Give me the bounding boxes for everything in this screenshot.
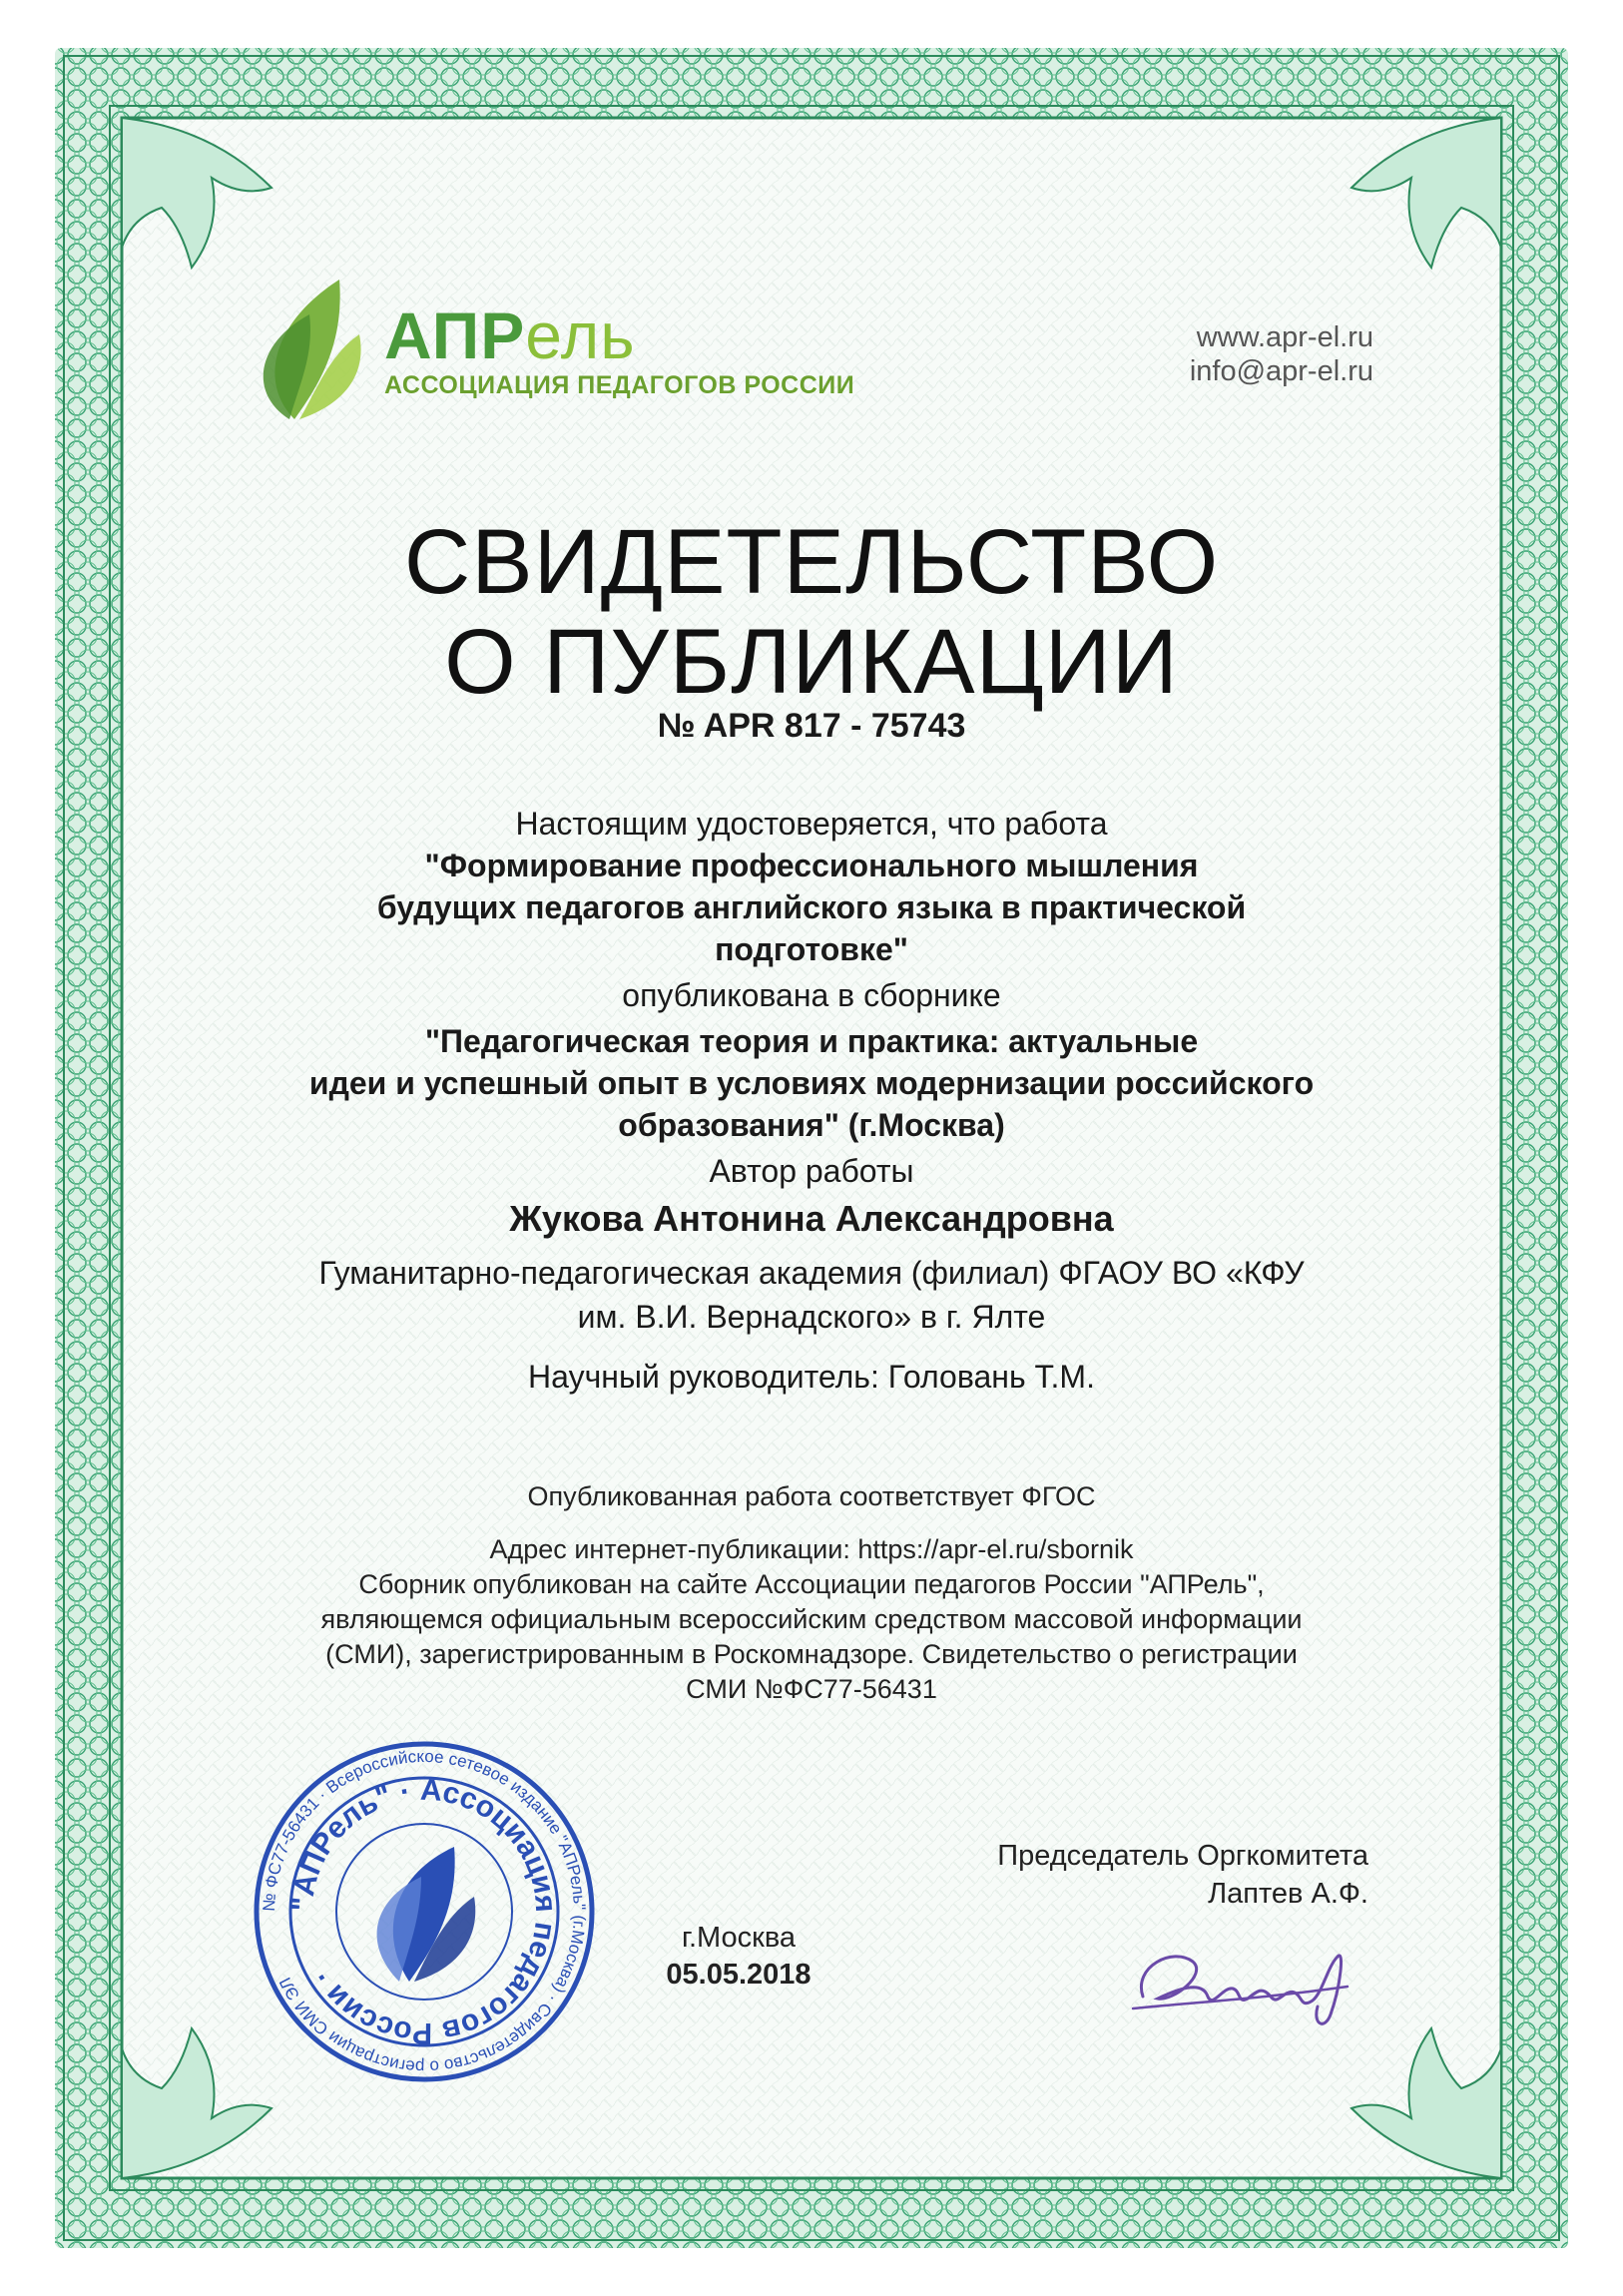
- work-title-line2: будущих педагогов английского языка в практической: [376, 889, 1247, 925]
- author-label: Автор работы: [709, 1153, 914, 1189]
- publication-url: Адрес интернет-публикации: https://apr-el.ru/sbornik: [489, 1534, 1134, 1564]
- publication-info-line4: (СМИ), зарегистрированным в Роскомнадзоре. Свидетельство о регистрации: [325, 1639, 1298, 1669]
- stamp-inner-text: "АПРель" · Ассоциация педагогов России ·: [285, 1773, 563, 2050]
- stamp-leaf-icon: [377, 1847, 476, 1982]
- certificate-title-line1: СВИДЕТЕЛЬСТВО: [403, 511, 1220, 613]
- handwritten-signature: [1113, 1927, 1362, 2036]
- website-link[interactable]: www.apr-el.ru: [1196, 321, 1373, 353]
- leaf-logo-icon: [250, 275, 379, 424]
- collection-title-line3: образования" (г.Москва): [618, 1107, 1005, 1143]
- email-link[interactable]: info@apr-el.ru: [1189, 355, 1373, 387]
- certificate-number: № APR 817 - 75743: [657, 707, 966, 745]
- publication-info-line3: являющемся официальным всероссийским средством массовой информации: [320, 1604, 1303, 1634]
- institution-line1: Гуманитарно-педагогическая академия (филиал) ФГАОУ ВО «КФУ: [318, 1255, 1305, 1291]
- fgos-text: Опубликованная работа соответствует ФГОС: [527, 1481, 1096, 1511]
- collection-title-line1: "Педагогическая теория и практика: актуальные: [424, 1023, 1199, 1059]
- work-title-line1: "Формирование профессионального мышления: [424, 848, 1199, 883]
- work-title-line3: подготовке": [715, 931, 908, 967]
- signer-role: Председатель Оргкомитета: [997, 1840, 1368, 1872]
- org-tagline: АССОЦИАЦИЯ ПЕДАГОГОВ РОССИИ: [384, 371, 855, 399]
- city-text: г.Москва: [681, 1922, 797, 1954]
- publication-info-line2: Сборник опубликован на сайте Ассоциации педагогов России "АПРель",: [358, 1569, 1265, 1599]
- date-text: 05.05.2018: [666, 1959, 812, 1991]
- publication-info-line5: СМИ №ФС77-56431: [686, 1674, 937, 1704]
- stamp-outer-text: № ФС77-56431 · Всероссийское сетевое издание "АПРель" (г.Москва) · Свидетельство о регистрации СМИ ЭЛ: [259, 1746, 590, 2077]
- institution-line2: им. В.И. Вернадского» в г. Ялте: [577, 1299, 1046, 1335]
- intro-text: Настоящим удостоверяется, что работа: [515, 806, 1108, 842]
- org-name-main: АПР: [384, 298, 526, 372]
- collection-title-line2: идеи и успешный опыт в условиях модернизации российского: [308, 1065, 1315, 1101]
- round-stamp: [250, 1737, 599, 2086]
- signer-name: Лаптев А.Ф.: [1208, 1878, 1368, 1910]
- org-name-tail: ель: [525, 298, 636, 372]
- supervisor-text: Научный руководитель: Головань Т.М.: [528, 1359, 1095, 1395]
- certificate-title-line2: О ПУБЛИКАЦИИ: [444, 611, 1179, 713]
- author-name: Жукова Антонина Александровна: [509, 1198, 1114, 1239]
- published-in-text: опубликована в сборнике: [622, 977, 1001, 1013]
- org-name: [384, 297, 636, 373]
